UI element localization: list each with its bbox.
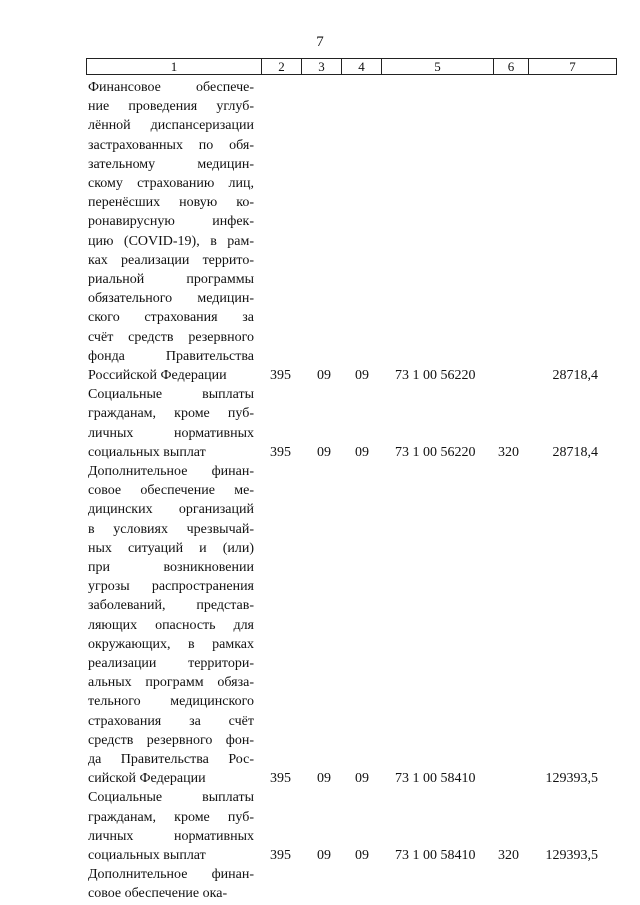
description-line: сийской Федерации: [88, 771, 206, 787]
description-line: тельного медицинского: [88, 694, 254, 710]
description-line: совое обеспечение ока-: [88, 886, 228, 902]
cell-c3: 09: [317, 368, 331, 383]
header-col-7: 7: [569, 59, 576, 74]
description-line: страхования за счёт: [88, 713, 254, 729]
description-line: окружающих, в рамках: [88, 636, 254, 652]
description-line: ных ситуаций и (или): [88, 540, 254, 556]
description-line: ляющих опасность для: [88, 617, 254, 633]
cell-c2: 395: [270, 368, 291, 383]
cell-c2: 395: [270, 444, 291, 460]
description-line: личных нормативных: [88, 425, 254, 441]
description-line: перенёсших новую ко-: [88, 195, 254, 211]
table-row: [0, 865, 640, 903]
cell-c7: 28718,4: [552, 368, 598, 383]
description-line: риальной программы: [88, 272, 254, 288]
header-col-4: 4: [342, 59, 382, 74]
cell-c4: 09: [355, 771, 369, 787]
cell-c5: 73 1 00 58410: [395, 771, 476, 787]
header-col-1: 1: [87, 59, 262, 74]
description-line: реализации территори-: [88, 656, 254, 672]
table-row: [0, 462, 640, 788]
description-line: совое обеспечение ме-: [88, 483, 254, 499]
cell-c6: 320: [498, 847, 519, 863]
cell-c2: 395: [270, 847, 291, 863]
description-line: личных нормативных: [88, 828, 254, 844]
description-line: да Правительства Рос-: [88, 752, 254, 768]
description-line: при возникновении: [88, 560, 254, 576]
cell-c5: 73 1 00 56220: [395, 368, 476, 383]
description-line: ние проведения углуб-: [88, 99, 254, 115]
table-row: [0, 385, 640, 462]
table-row: [0, 788, 640, 865]
description-line: социальных выплат: [88, 444, 206, 460]
description-line: Дополнительное финан-: [88, 867, 254, 883]
page-number: 7: [316, 34, 324, 50]
cell-c4: 09: [355, 847, 369, 863]
description-line: Социальные выплаты: [88, 790, 254, 806]
cell-c5: 73 1 00 56220: [395, 444, 476, 460]
cell-c3: 09: [317, 444, 331, 460]
description-line: зательному медицин-: [88, 156, 254, 172]
description-line: ках реализации террито-: [88, 252, 254, 268]
row-description: [88, 788, 254, 865]
description-line: средств резервного фон-: [88, 732, 254, 748]
description-line: Дополнительное финан-: [88, 464, 254, 479]
row-description: [88, 78, 254, 385]
description-line: дицинских организаций: [88, 502, 254, 518]
cell-c7: 28718,4: [552, 444, 598, 460]
description-line: обязательного медицин-: [88, 291, 254, 307]
cell-c6: 320: [498, 444, 519, 460]
header-col-6: 6: [494, 59, 529, 74]
description-line: застрахованных по обя-: [88, 137, 254, 153]
cell-c2: 395: [270, 771, 291, 787]
cell-c3: 09: [317, 771, 331, 787]
table-header: [86, 58, 617, 75]
description-line: фонда Правительства: [88, 348, 254, 364]
cell-c3: 09: [317, 847, 331, 863]
description-line: ронавирусную инфек-: [88, 214, 254, 230]
description-line: социальных выплат: [88, 848, 206, 863]
description-line: гражданам, кроме пуб-: [88, 406, 254, 422]
cell-c7: 129393,5: [545, 771, 598, 787]
description-line: альных программ обяза-: [88, 675, 254, 691]
header-col-3: 3: [302, 59, 342, 74]
header-col-2: 2: [262, 59, 302, 74]
table-row: [0, 78, 640, 385]
description-line: Финансовое обеспече-: [88, 80, 254, 95]
row-description: [88, 385, 254, 462]
description-line: в условиях чрезвычай-: [88, 521, 254, 537]
description-line: цию (COVID-19), в рам-: [88, 233, 254, 249]
cell-c4: 09: [355, 444, 369, 460]
description-line: Российской Федерации: [88, 368, 227, 384]
description-line: лённой диспансеризации: [88, 118, 254, 134]
description-line: Социальные выплаты: [88, 387, 254, 403]
description-line: заболеваний, представ-: [88, 598, 254, 614]
description-line: угрозы распространения: [88, 579, 254, 595]
row-description: [88, 462, 254, 788]
row-description: [88, 865, 254, 903]
description-line: счёт средств резервного: [88, 329, 254, 345]
header-col-5: 5: [382, 59, 494, 74]
cell-c5: 73 1 00 58410: [395, 847, 476, 863]
cell-c7: 129393,5: [545, 847, 598, 863]
description-line: гражданам, кроме пуб-: [88, 809, 254, 825]
cell-c4: 09: [355, 368, 369, 383]
description-line: скому страхованию лиц,: [88, 176, 254, 192]
description-line: ского страхования за: [88, 310, 254, 326]
